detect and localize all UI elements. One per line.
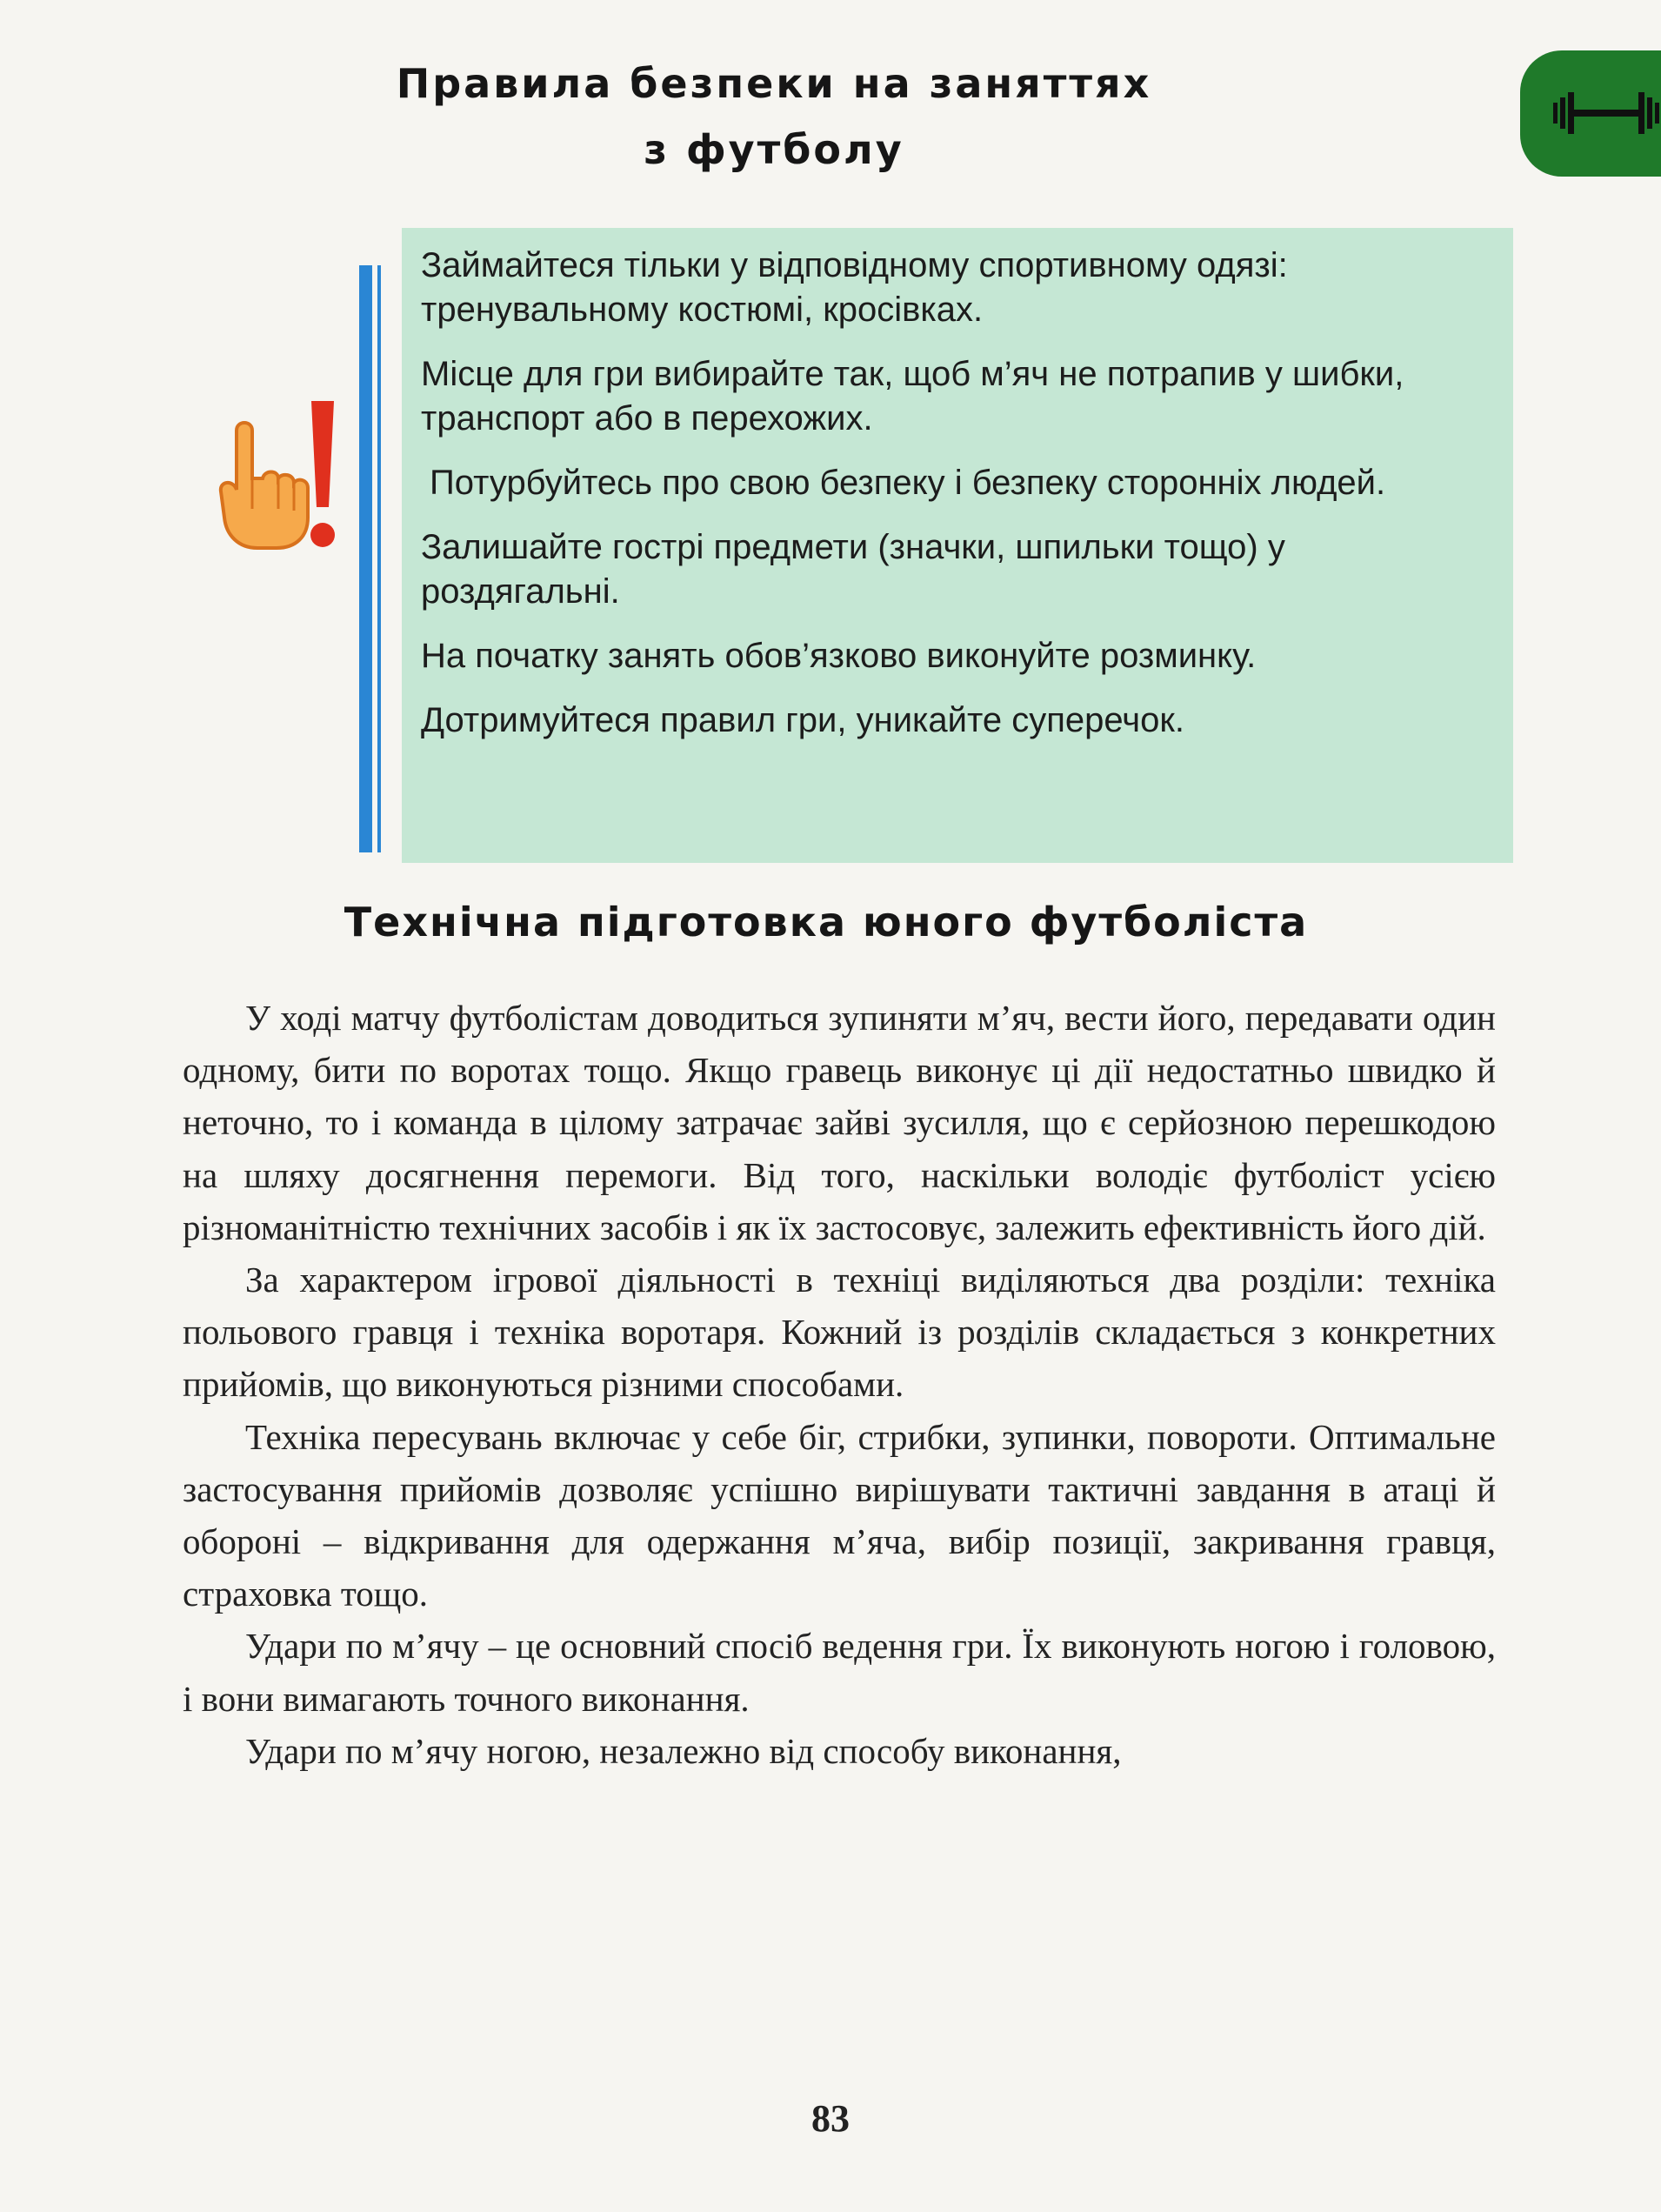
- safety-rule: На початку занять обов’язково виконуйте розминку.: [421, 637, 1257, 675]
- page-number: 83: [811, 2097, 850, 2140]
- raised-finger-exclamation-icon: [202, 396, 341, 552]
- accent-bar: [359, 265, 372, 852]
- paragraph: У ході матчу футболістам доводиться зупиняти м’яч, вести його, передавати один одному, бити по воротах тощо. Якщо гравець виконує ці дії недостатньо швидко й неточно, то і команда в цілому затрачає зайві зусилля, що є серйозною перешкодою на шляху досягнення перемоги. Від того, наскільки володіє футболіст усією різноманітністю технічних засобів і як їх застосовує, залежить ефективність його дій.: [183, 998, 1496, 1247]
- safety-rules-box: [402, 228, 1513, 863]
- safety-rule: Залишайте гострі предмети (значки, шпильки тощо) у роздягальні.: [421, 528, 1285, 611]
- body-text: [183, 992, 1496, 1777]
- page-title: [261, 50, 1287, 183]
- paragraph: Техніка пересувань включає у себе біг, стрибки, зупинки, повороти. Оптимальне застосування прийомів дозволяє успішно вирішувати тактичні завдання в атаці й обороні – відкривання для одержання м’яча, вибір позиції, закривання гравця, страховка тощо.: [183, 1416, 1496, 1614]
- section-tab: [1520, 50, 1661, 177]
- paragraph: За характером ігрової діяльності в техніці виділяються два розділи: техніка польового гравця і техніка воротаря. Кожний із розділів складається з конкретних прийомів, що виконуються різними способами.: [183, 1260, 1496, 1405]
- dumbbell-icon: [1550, 85, 1661, 141]
- safety-rule: Потурбуйтесь про свою безпеку і безпеку сторонніх людей.: [430, 464, 1386, 502]
- section-heading: Технічна підготовка юного футболіста: [344, 899, 1309, 946]
- page-title-line-1: Правила безпеки на заняттях: [396, 60, 1152, 107]
- safety-rule: Місце для гри вибирайте так, щоб м’яч не потрапив у шибки, транспорт або в перехожих.: [421, 355, 1404, 438]
- paragraph: Удари по м’ячу – це основний спосіб ведення гри. Їх виконують ногою і головою, і вони вимагають точного виконання.: [183, 1626, 1496, 1719]
- safety-rule: Займайтеся тільки у відповідному спортивному одязі: тренувальному костюмі, кросівках.: [421, 246, 1288, 329]
- page-title-line-2: з футболу: [644, 126, 904, 173]
- safety-rule: Дотримуйтеся правил гри, уникайте суперечок.: [421, 701, 1185, 739]
- paragraph: Удари по м’ячу ногою, незалежно від способу виконання,: [245, 1730, 1122, 1771]
